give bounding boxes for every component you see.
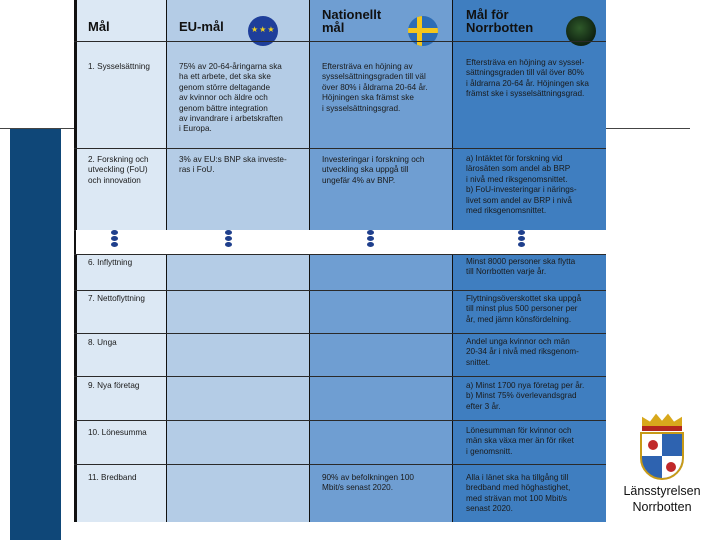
header-goal: Mål bbox=[88, 19, 110, 34]
row-divider bbox=[74, 333, 606, 334]
goal-cell: 8. Unga bbox=[88, 338, 117, 347]
goal-cell: 1. Sysselsättning bbox=[88, 62, 150, 71]
goals-table bbox=[76, 0, 606, 522]
logo-region: Norrbotten bbox=[632, 500, 692, 514]
norrbotten-cell: Andel unga kvinnor och män 20-34 år i nivå med riksgenom- snittet. bbox=[466, 337, 579, 367]
row-divider bbox=[74, 290, 606, 291]
column-divider bbox=[452, 0, 453, 522]
norrbotten-cell: Eftersträva en höjning av syssel- sättningsgraden till väl över 80% i åldrarna 20-64 år. Höjningen ska främst ske i sysselsättningsgrad. bbox=[466, 58, 589, 99]
ellipsis-dots-icon bbox=[517, 230, 525, 247]
national-cell: Investeringar i forskning och utveckling ska uppgå till ungefär 4% av BNP. bbox=[322, 155, 425, 185]
row-divider bbox=[74, 254, 606, 255]
side-accent-bar bbox=[10, 128, 61, 540]
right-rule bbox=[606, 128, 690, 129]
row-divider bbox=[74, 376, 606, 377]
norrbotten-cell: Lönesumman för kvinnor och män ska växa mer än för riket i genomsnitt. bbox=[466, 426, 574, 456]
goal-cell: 10. Lönesumma bbox=[88, 428, 147, 437]
goal-cell: 6. Inflyttning bbox=[88, 258, 133, 267]
lansstyrelsen-logo bbox=[606, 412, 718, 514]
ellipsis-dots-icon bbox=[366, 230, 374, 247]
header-norrbotten: Mål för Norrbotten bbox=[466, 7, 534, 35]
goal-cell: 7. Nettoflyttning bbox=[88, 294, 145, 303]
norrbotten-cell: Alla i länet ska ha tillgång till bredband med höghastighet, med strävan mot 100 Mbit/s senast 2020. bbox=[466, 473, 571, 514]
left-rule bbox=[0, 128, 76, 129]
national-cell: Eftersträva en höjning av sysselsättningsgraden till väl över 80% i åldrarna 20-64 år. Höjningen ska främst ske i sysselsättningsgrad. bbox=[322, 62, 428, 113]
norrbotten-cell: Flyttningsöverskottet ska uppgå till minst plus 500 personer per år, med jämn könsfördelning. bbox=[466, 294, 582, 324]
goal-cell: 9. Nya företag bbox=[88, 381, 140, 390]
logo-name: Länsstyrelsen bbox=[623, 484, 701, 498]
ellipsis-dots-icon bbox=[110, 230, 118, 247]
row-divider bbox=[74, 464, 606, 465]
eu-cell: 75% av 20-64-åringarna ska ha ett arbete, det ska ske genom större deltagande av kvinnor och äldre och genom bättre integration av invandrare i arbetskraften i Europa. bbox=[179, 62, 283, 134]
header-eu: EU-mål bbox=[179, 19, 224, 34]
column-divider bbox=[166, 0, 167, 522]
norrbotten-cell: a) Minst 1700 nya företag per år. b) Minst 75% överlevandsgrad efter 3 år. bbox=[466, 381, 585, 411]
norrbotten-cell: a) Intäktet för forskning vid lärosäten som andel ab BRP i nivå med riksgenomsnittet. b) FoU-investeringar i närings- livet som andel av BRP i nivå med riksgenomsnittet. bbox=[466, 154, 577, 216]
goal-cell: 11. Bredband bbox=[88, 473, 137, 482]
row-divider bbox=[74, 148, 606, 149]
goal-cell: 2. Forskning och utveckling (FoU) och innovation bbox=[88, 155, 149, 185]
coat-of-arms-icon bbox=[636, 412, 688, 482]
table-left-border bbox=[74, 0, 77, 522]
national-cell: 90% av befolkningen 100 Mbit/s senast 2020. bbox=[322, 473, 414, 493]
norrbotten-cell: Minst 8000 personer ska flytta till Norrbotten varje år. bbox=[466, 257, 576, 277]
header-divider bbox=[74, 41, 606, 42]
header-national: Nationellt mål bbox=[322, 7, 382, 35]
eu-cell: 3% av EU:s BNP ska investe- ras i FoU. bbox=[179, 155, 287, 175]
ellipsis-dots-icon bbox=[224, 230, 232, 247]
row-divider bbox=[74, 420, 606, 421]
skipped-rows-gap bbox=[76, 230, 606, 254]
column-divider bbox=[309, 0, 310, 522]
